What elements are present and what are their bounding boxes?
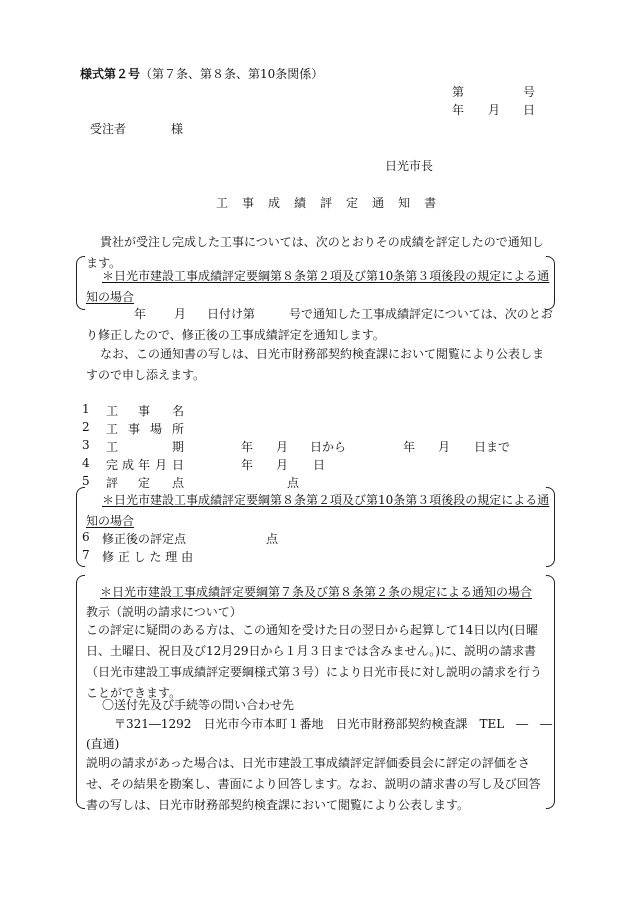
bracket-left [76,575,85,809]
block1-heading: ＊日光市建設工事成績評定要綱第８条第２項及び第10条第３項後段の規定による通知の場合 [86,269,550,304]
response-text: 説明の請求があった場合は、日光市建設工事成績評定評価委員会に評定の評価をさせ、その結果を勘案し、書面により回答します。なお、説明の請求書の写し及び回答書の写しは、日光市財務部契約検査課において閲覧により公表します。 [86,756,541,812]
date-day: 日 [523,103,536,117]
number-prefix: 第 [452,85,465,99]
intro-text: 貴社が受注し完成した工事については、次のとおりその成績を評定したので通知します。 [86,235,544,270]
form-label [80,66,323,82]
contact-direct: (直通) [86,737,120,751]
date-year: 年 [452,103,465,117]
recipient-label: 受注者 [90,122,127,136]
form-articles: （第７条、第８条、第10条関係） [140,67,324,81]
recipient-honorific: 様 [171,122,184,136]
explanation-text: この評定に疑問のある方は、この通知を受けた日の翌日から起算して14日以内(日曜日、土曜日、祝日及び12月29日から１月３日までは含みません。)に、説明の請求書（日光市建設工事成績評定要綱様式第３号）により日光市長に対し説明の請求を行うことができます。 [86,623,543,700]
bracket-left [76,256,85,310]
block1-text2: り修正したので、修正後の工事成績評定を通知します。 [86,328,385,342]
page-title: 工 事 成 績 評 定 通 知 書 [216,196,437,210]
form-number: 様式第２号 [80,67,141,81]
teach-label: 教示（説明の請求について） [86,605,242,619]
notice-text: なお、この通知書の写しは、日光市財務部契約検査課において閲覧により公表しますので申し添えます。 [86,347,545,382]
contact-address: 〒321―1292 日光市今市本町１番地 日光市財務部契約検査課 TEL ― ― [114,717,553,731]
number-suffix: 号 [523,85,536,99]
block2-heading: ＊日光市建設工事成績評定要綱第８条第２項及び第10条第３項後段の規定による通知の場合 [86,493,550,528]
block3-heading: ＊日光市建設工事成績評定要綱第７条及び第８条第２条の規定による通知の場合 [100,585,533,599]
contact-title: 〇送付先及び手続等の問い合わせ先 [102,698,295,712]
date-month: 月 [488,103,501,117]
sender: 日光市長 [385,159,434,173]
